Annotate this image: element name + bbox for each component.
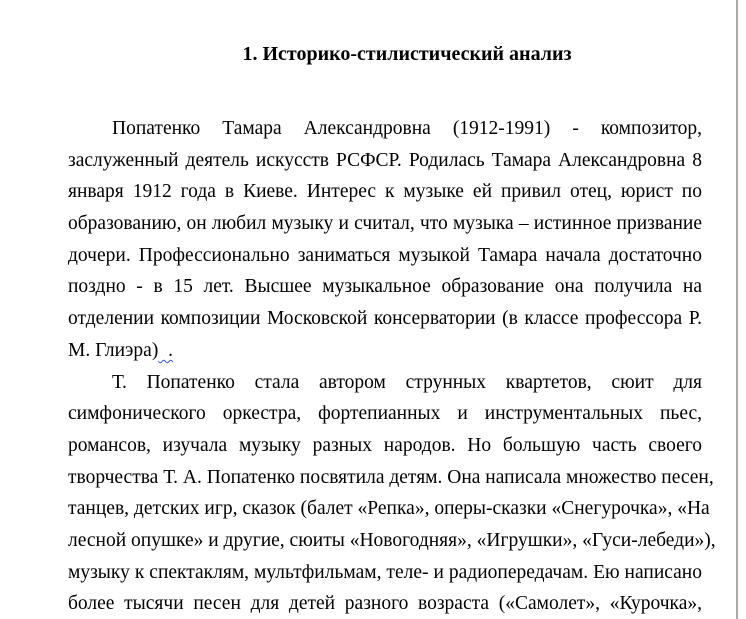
document-body xyxy=(68,113,716,619)
text-line[interactable]: творчества Т. А. Попатенко посвятила детям. Она написала множество песен, xyxy=(68,466,714,488)
text-line[interactable]: симфонического оркестра, фортепианных и инструментальных пьес, xyxy=(68,403,702,425)
text-line[interactable]: отделении композиции Московской консерватории (в классе профессора Р. xyxy=(68,308,702,330)
text-line[interactable]: января 1912 года в Киеве. Интерес к музыке ей привил отец, юрист по xyxy=(68,181,702,203)
text-run: М. Глиэра) xyxy=(68,339,159,361)
spellcheck-squiggle[interactable]: . xyxy=(158,339,173,361)
page-edge-line xyxy=(736,0,738,619)
text-line[interactable]: Т. Попатенко стала автором струнных квартетов, сюит для xyxy=(112,371,702,393)
text-line[interactable]: более тысячи песен для детей разного возраста («Самолет», «Курочка», xyxy=(68,593,702,615)
text-line[interactable]: музыку к спектаклям, мультфильмам, теле- и радиопередачам. Ею написано xyxy=(68,561,702,583)
text-line[interactable]: заслуженный деятель искусств РСФСР. Родилась Тамара Александровна 8 xyxy=(68,149,702,171)
text-line[interactable]: лесной опушке» и другие, сюиты «Новогодняя», «Игрушки», «Гуси-лебеди»), xyxy=(68,529,716,551)
text-line[interactable]: поздно - в 15 лет. Высшее музыкальное образование она получила на xyxy=(68,276,702,298)
section-heading[interactable]: 1. Историко-стилистический анализ xyxy=(242,43,572,65)
text-line[interactable]: Попатенко Тамара Александровна (1912-1991) - композитор, xyxy=(112,118,702,139)
text-line[interactable]: дочери. Профессионально заниматься музыкой Тамара начала достаточно xyxy=(68,244,702,266)
text-line[interactable]: романсов, изучала музыку разных народов. Но большую часть своего xyxy=(68,434,702,456)
text-line[interactable]: образованию, он любил музыку и считал, что музыка – истинное призвание xyxy=(68,213,702,235)
text-line[interactable] xyxy=(68,335,702,367)
text-line[interactable]: танцев, детских игр, сказок (балет «Репка», оперы-сказки «Снегурочка», «На xyxy=(68,498,710,520)
